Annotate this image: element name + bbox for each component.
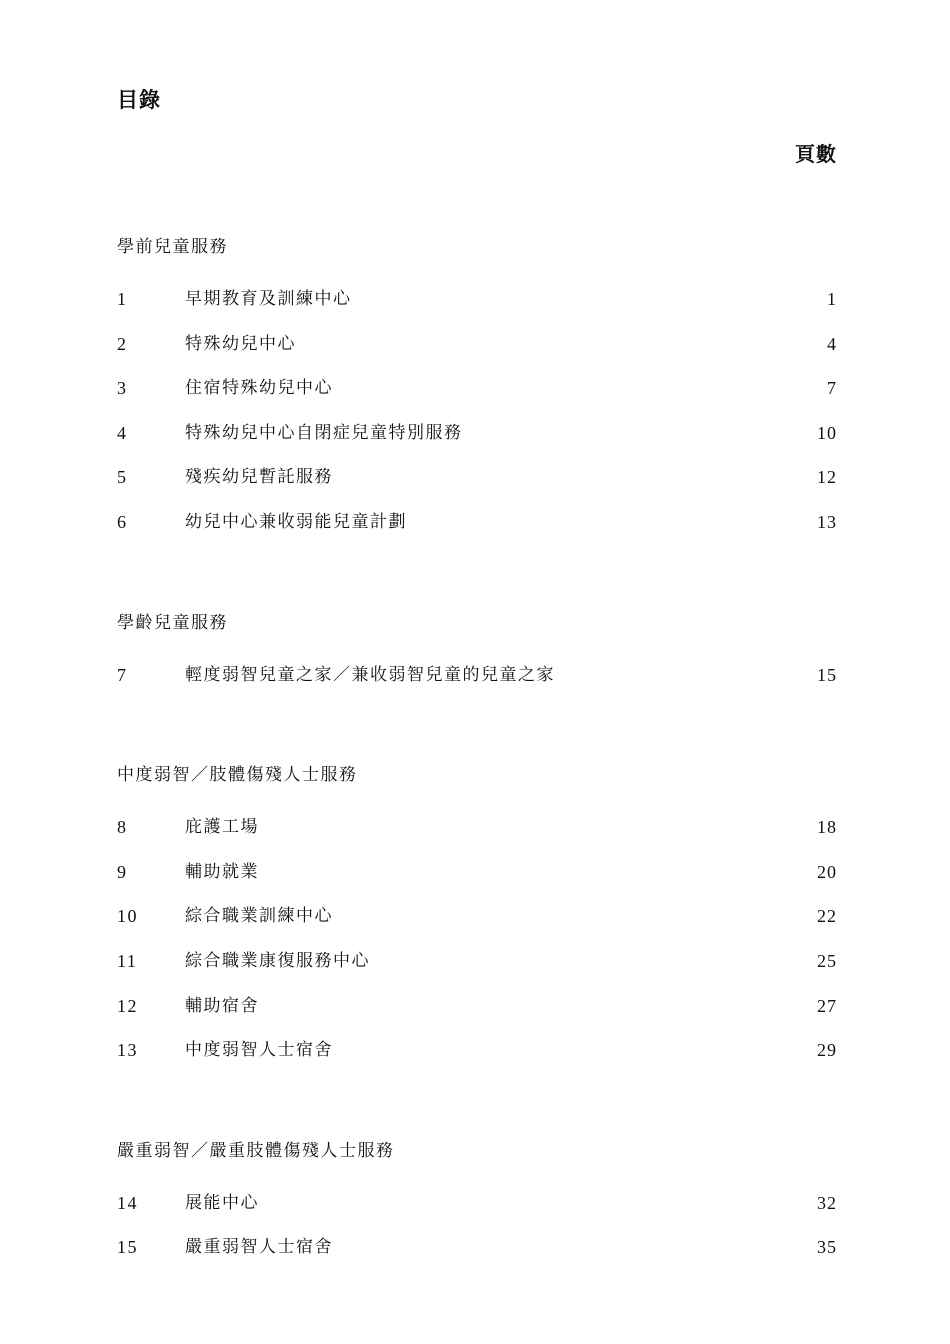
toc-entry[interactable] [117, 508, 837, 553]
entry-title: 幼兒中心兼收弱能兒童計劃 [185, 511, 407, 532]
entry-number: 4 [117, 422, 128, 443]
entry-page-number: 29 [817, 1040, 837, 1061]
entry-title: 住宿特殊幼兒中心 [185, 378, 333, 399]
entry-number: 12 [117, 995, 138, 1016]
page-column-label: 頁數 [795, 142, 837, 166]
toc-entry[interactable] [117, 947, 837, 992]
entry-title: 輕度弱智兒童之家／兼收弱智兒童的兒童之家 [185, 664, 555, 685]
entry-page-number: 27 [817, 995, 837, 1016]
entry-title: 特殊幼兒中心自閉症兒童特別服務 [185, 422, 463, 443]
toc-entry[interactable] [117, 330, 837, 375]
entry-page-number: 12 [817, 467, 837, 488]
entry-number: 6 [117, 511, 128, 532]
section-heading: 學前兒童服務 [117, 237, 228, 257]
toc-entry[interactable] [117, 661, 837, 706]
entry-number: 1 [117, 289, 128, 309]
toc-entry[interactable] [117, 374, 837, 419]
toc-entry[interactable] [117, 1233, 837, 1278]
entry-number: 14 [117, 1192, 138, 1213]
entry-number: 10 [117, 906, 138, 927]
entry-title: 殘疾幼兒暫託服務 [185, 467, 333, 488]
entry-title: 展能中心 [185, 1192, 259, 1213]
entry-page-number: 25 [817, 950, 837, 971]
entry-number: 7 [117, 664, 128, 685]
entry-page-number: 35 [817, 1237, 837, 1258]
entry-title: 早期教育及訓練中心 [185, 289, 352, 309]
toc-title: 目錄 [117, 88, 161, 112]
entry-page-number: 13 [817, 511, 837, 532]
entry-page-number: 18 [817, 817, 837, 838]
toc-entry[interactable] [117, 463, 837, 508]
toc-entry[interactable] [117, 858, 837, 903]
entry-title: 輔助宿舍 [185, 995, 259, 1016]
section-heading: 中度弱智／肢體傷殘人士服務 [117, 765, 358, 786]
entry-page-number: 32 [817, 1192, 837, 1213]
toc-sections [117, 233, 837, 1334]
entry-page-number: 10 [817, 422, 837, 443]
entry-number: 15 [117, 1237, 138, 1258]
toc-section [117, 233, 837, 553]
toc-entry[interactable] [117, 419, 837, 464]
entry-title: 輔助就業 [185, 861, 259, 882]
toc-entry[interactable] [117, 992, 837, 1037]
entry-page-number: 4 [827, 333, 837, 354]
toc-section [117, 1137, 837, 1278]
entry-title: 特殊幼兒中心 [185, 333, 296, 354]
entry-page-number: 22 [817, 906, 837, 927]
section-heading: 學齡兒童服務 [117, 612, 228, 633]
toc-entry[interactable] [117, 1189, 837, 1234]
toc-section [117, 761, 837, 1081]
toc-entry[interactable] [117, 1036, 837, 1081]
entry-page-number: 7 [827, 378, 837, 399]
entry-number: 13 [117, 1040, 138, 1061]
entry-number: 2 [117, 333, 128, 354]
entry-number: 9 [117, 861, 128, 882]
entry-number: 5 [117, 467, 128, 488]
entry-number: 8 [117, 817, 128, 838]
entry-title: 綜合職業康復服務中心 [185, 950, 370, 971]
entry-number: 11 [117, 950, 138, 971]
entry-title: 嚴重弱智人士宿舍 [185, 1237, 333, 1258]
toc-entry[interactable] [117, 285, 837, 330]
toc-entry[interactable] [117, 813, 837, 858]
entry-page-number: 1 [827, 289, 837, 309]
entry-title: 中度弱智人士宿舍 [185, 1040, 333, 1061]
entry-title: 庇護工場 [185, 817, 259, 838]
toc-entry[interactable] [117, 902, 837, 947]
entry-page-number: 15 [817, 664, 837, 685]
section-heading: 嚴重弱智／嚴重肢體傷殘人士服務 [117, 1140, 395, 1161]
entry-title: 綜合職業訓練中心 [185, 906, 333, 927]
toc-section [117, 609, 837, 706]
entry-number: 3 [117, 378, 128, 399]
entry-page-number: 20 [817, 861, 837, 882]
